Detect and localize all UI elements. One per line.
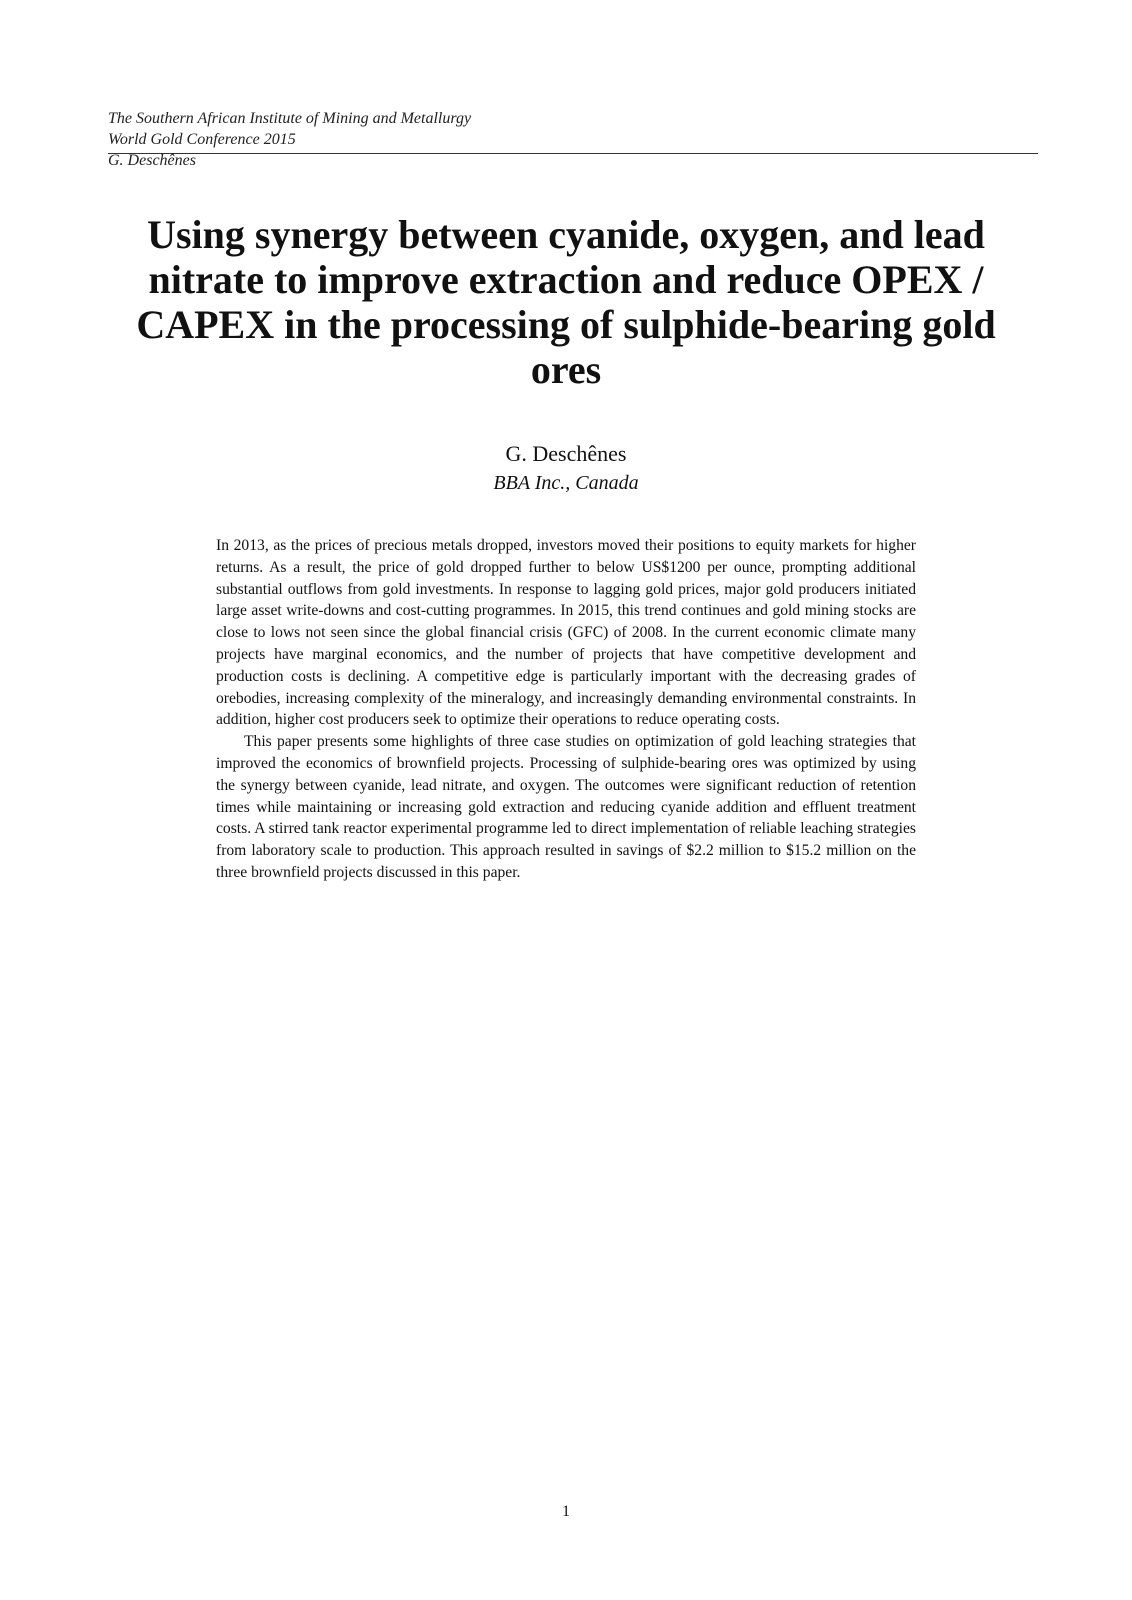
header-author: G. Deschênes	[108, 152, 196, 169]
abstract-paragraph-2: This paper presents some highlights of three case studies on optimization of gold leaching strategies that improved the economics of brownfield projects. Processing of sulphide-bearing ores was optimized by using the synergy between cyanide, lead nitrate, and oxygen. The outcomes were significant reduction of retention times while maintaining or increasing gold extraction and reducing cyanide addition and effluent treatment costs. A stirred tank reactor experimental programme led to direct implementation of reliable leaching strategies from laboratory scale to production. This approach resulted in savings of $2.2 million to $15.2 million on the three brownfield projects discussed in this paper.	[216, 733, 916, 881]
running-header	[108, 108, 1038, 171]
abstract-paragraph-1: In 2013, as the prices of precious metals dropped, investors moved their positions to equity markets for higher returns. As a result, the price of gold dropped further to below US$1200 per ounce, prompting additional substantial outflows from gold investments. In response to lagging gold prices, major gold producers initiated large asset write-downs and cost-cutting programmes. In 2015, this trend continues and gold mining stocks are close to lows not seen since the global financial crisis (GFC) of 2008. In the current economic climate many projects have marginal economics, and the number of projects that have competitive development and production costs is declining. A competitive edge is particularly important with the decreasing grades of orebodies, increasing complexity of the mineralogy, and increasingly demanding environmental constraints. In addition, higher cost producers seek to optimize their operations to reduce operating costs.	[216, 537, 916, 729]
title-line-1: Using synergy between cyanide, oxygen, and lead	[147, 212, 985, 257]
abstract	[216, 535, 916, 884]
header-divider	[108, 153, 1038, 154]
header-institute: The Southern African Institute of Mining and Metallurgy	[108, 110, 472, 127]
title-line-4: ores	[530, 347, 602, 392]
page-number: 1	[562, 1503, 570, 1520]
title-line-2: nitrate to improve extraction and reduce OPEX /	[148, 257, 984, 302]
header-conference: World Gold Conference 2015	[108, 131, 296, 148]
author-affiliation: BBA Inc., Canada	[493, 472, 639, 494]
title-line-3: CAPEX in the processing of sulphide-bearing gold	[136, 302, 996, 347]
author-name: G. Deschênes	[505, 441, 627, 466]
paper-title	[108, 212, 1024, 392]
